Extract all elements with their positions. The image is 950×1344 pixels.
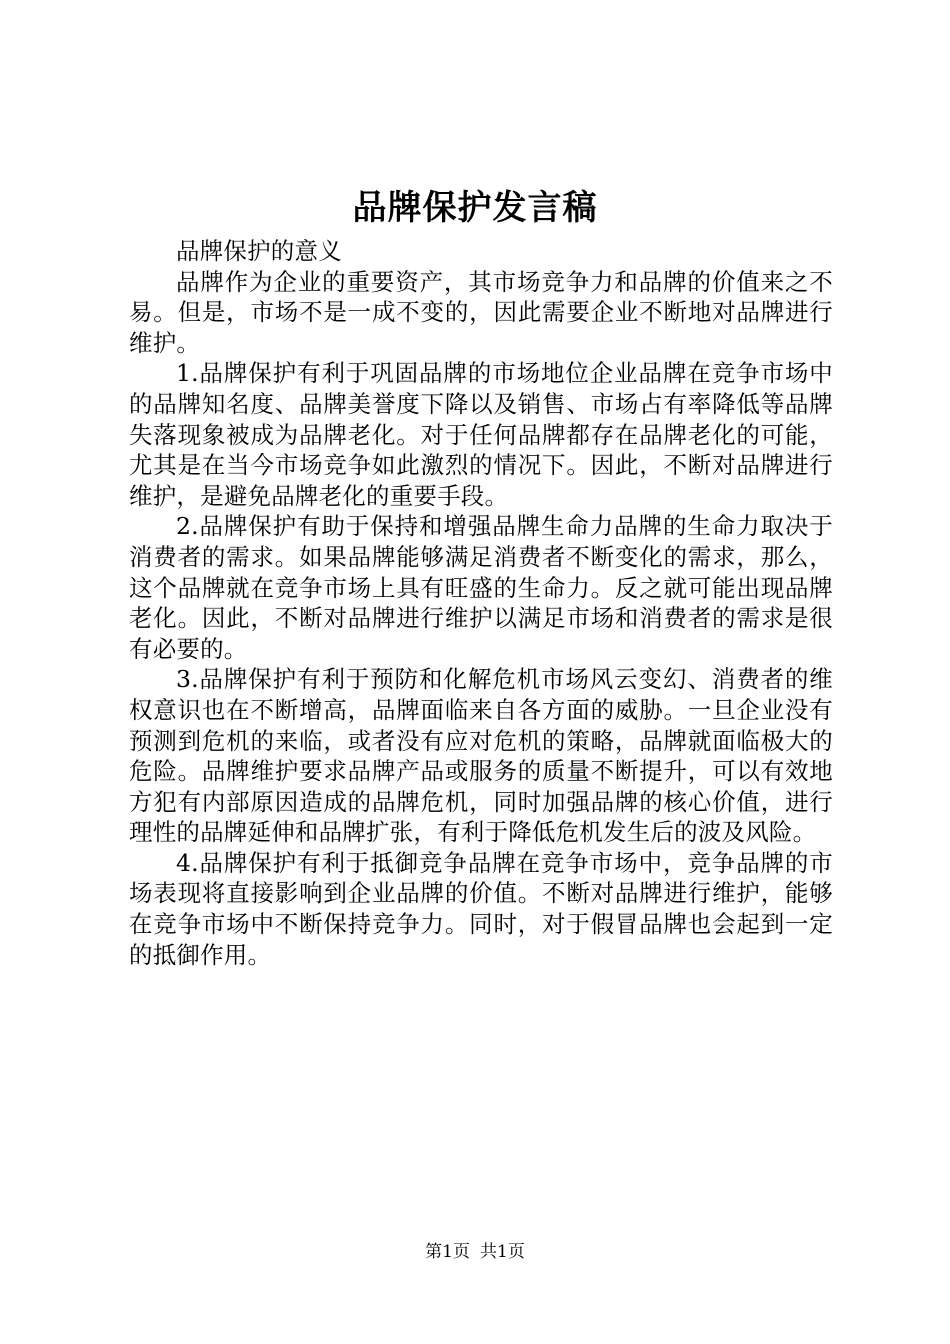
- page-number-total: 共1页: [480, 1242, 525, 1262]
- document-body: [129, 236, 833, 970]
- point-3-paragraph: 3.品牌保护有利于预防和化解危机市场风云变幻、消费者的维权意识也在不断增高，品牌面临来自各方面的威胁。一旦企业没有预测到危机的来临，或者没有应对危机的策略，品牌就面临极大的危险。品牌维护要求品牌产品或服务的质量不断提升，可以有效地方犯有内部原因造成的品牌危机，同时加强品牌的核心价值，进行理性的品牌延伸和品牌扩张，有利于降低危机发生后的波及风险。: [129, 665, 833, 847]
- point-4-paragraph: 4.品牌保护有利于抵御竞争品牌在竞争市场中，竞争品牌的市场表现将直接影响到企业品牌的价值。不断对品牌进行维护，能够在竞争市场中不断保持竞争力。同时，对于假冒品牌也会起到一定的抵御作用。: [129, 848, 833, 969]
- document-title: 品牌保护发言稿: [352, 188, 598, 228]
- point-2-paragraph: 2.品牌保护有助于保持和增强品牌生命力品牌的生命力取决于消费者的需求。如果品牌能够满足消费者不断变化的需求，那么，这个品牌就在竞争市场上具有旺盛的生命力。反之就可能出现品牌老化。因此，不断对品牌进行维护以满足市场和消费者的需求是很有必要的。: [129, 512, 833, 663]
- page-footer: [0, 1240, 950, 1264]
- point-1-paragraph: 1.品牌保护有利于巩固品牌的市场地位企业品牌在竞争市场中的品牌知名度、品牌美誉度下降以及销售、市场占有率降低等品牌失落现象被成为品牌老化。对于任何品牌都存在品牌老化的可能，尤其是在当今市场竞争如此激烈的情况下。因此，不断对品牌进行维护，是避免品牌老化的重要手段。: [129, 359, 833, 510]
- intro-paragraph: 品牌作为企业的重要资产，其市场竞争力和品牌的价值来之不易。但是，市场不是一成不变的，因此需要企业不断地对品牌进行维护。: [129, 267, 833, 357]
- section-heading: 品牌保护的意义: [176, 237, 342, 265]
- page-number-current: 第1页: [425, 1242, 470, 1262]
